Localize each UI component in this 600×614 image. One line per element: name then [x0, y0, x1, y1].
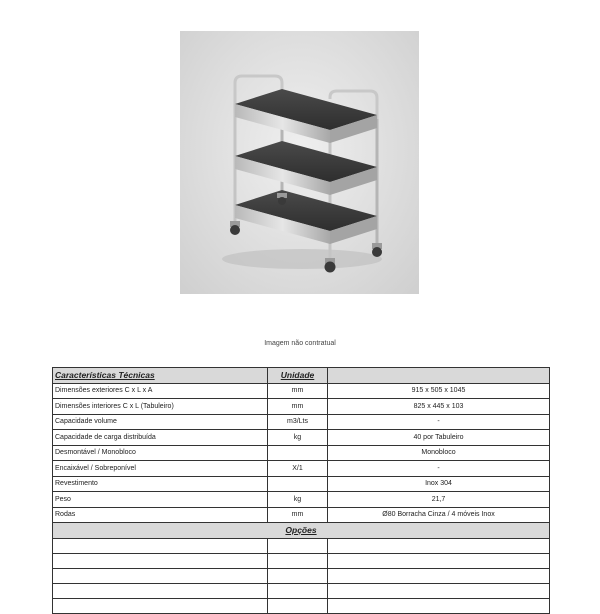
row-value: 825 x 445 x 103: [328, 399, 550, 415]
row-unit: mm: [268, 507, 328, 523]
table-header-row: [53, 368, 550, 384]
row-value: 21,7: [328, 492, 550, 508]
options-cell: [53, 583, 268, 598]
options-title: Opções: [53, 523, 550, 539]
table-row: [53, 492, 550, 508]
options-cell: [53, 538, 268, 553]
options-cell: [53, 568, 268, 583]
technical-specs-table: [52, 367, 550, 614]
row-value: Monobloco: [328, 445, 550, 461]
options-cell: [268, 568, 328, 583]
row-value: 915 x 505 x 1045: [328, 383, 550, 399]
options-row: [53, 598, 550, 613]
image-caption: Imagem não contratual: [264, 340, 336, 347]
trolley-image: [180, 31, 419, 294]
header-unit: Unidade: [268, 368, 328, 384]
options-row: [53, 553, 550, 568]
options-cell: [328, 553, 550, 568]
options-cell: [328, 538, 550, 553]
options-row: [53, 568, 550, 583]
row-label: Rodas: [53, 507, 268, 523]
table-row: [53, 461, 550, 477]
row-label: Dimensões exteriores C x L x A: [53, 383, 268, 399]
table-row: [53, 476, 550, 492]
table-row: [53, 383, 550, 399]
row-label: Capacidade volume: [53, 414, 268, 430]
options-cell: [328, 598, 550, 613]
row-unit: mm: [268, 383, 328, 399]
row-unit: kg: [268, 430, 328, 446]
table-row: [53, 445, 550, 461]
product-photo: [180, 31, 419, 294]
row-label: Capacidade de carga distribuída: [53, 430, 268, 446]
row-unit: m3/Lts: [268, 414, 328, 430]
options-cell: [268, 583, 328, 598]
header-value: [328, 368, 550, 384]
table-row: [53, 414, 550, 430]
row-label: Revestimento: [53, 476, 268, 492]
table-row: [53, 399, 550, 415]
row-value: Ø80 Borracha Cinza / 4 móveis Inox: [328, 507, 550, 523]
table-row: [53, 507, 550, 523]
row-label: Dimensões interiores C x L (Tabuleiro): [53, 399, 268, 415]
row-unit: X/1: [268, 461, 328, 477]
row-unit: [268, 476, 328, 492]
row-value: Inox 304: [328, 476, 550, 492]
options-row: [53, 538, 550, 553]
options-cell: [53, 553, 268, 568]
row-value: 40 por Tabuleiro: [328, 430, 550, 446]
row-label: Peso: [53, 492, 268, 508]
row-unit: kg: [268, 492, 328, 508]
header-characteristics: Características Técnicas: [53, 368, 268, 384]
options-cell: [268, 553, 328, 568]
table-row: [53, 430, 550, 446]
row-label: Desmontável / Monobloco: [53, 445, 268, 461]
row-value: -: [328, 461, 550, 477]
row-unit: [268, 445, 328, 461]
row-unit: mm: [268, 399, 328, 415]
options-header-row: [53, 523, 550, 539]
options-cell: [328, 583, 550, 598]
options-cell: [268, 598, 328, 613]
row-value: -: [328, 414, 550, 430]
row-label: Encaixável / Sobreponível: [53, 461, 268, 477]
options-cell: [268, 538, 328, 553]
options-cell: [328, 568, 550, 583]
options-row: [53, 583, 550, 598]
options-cell: [53, 598, 268, 613]
